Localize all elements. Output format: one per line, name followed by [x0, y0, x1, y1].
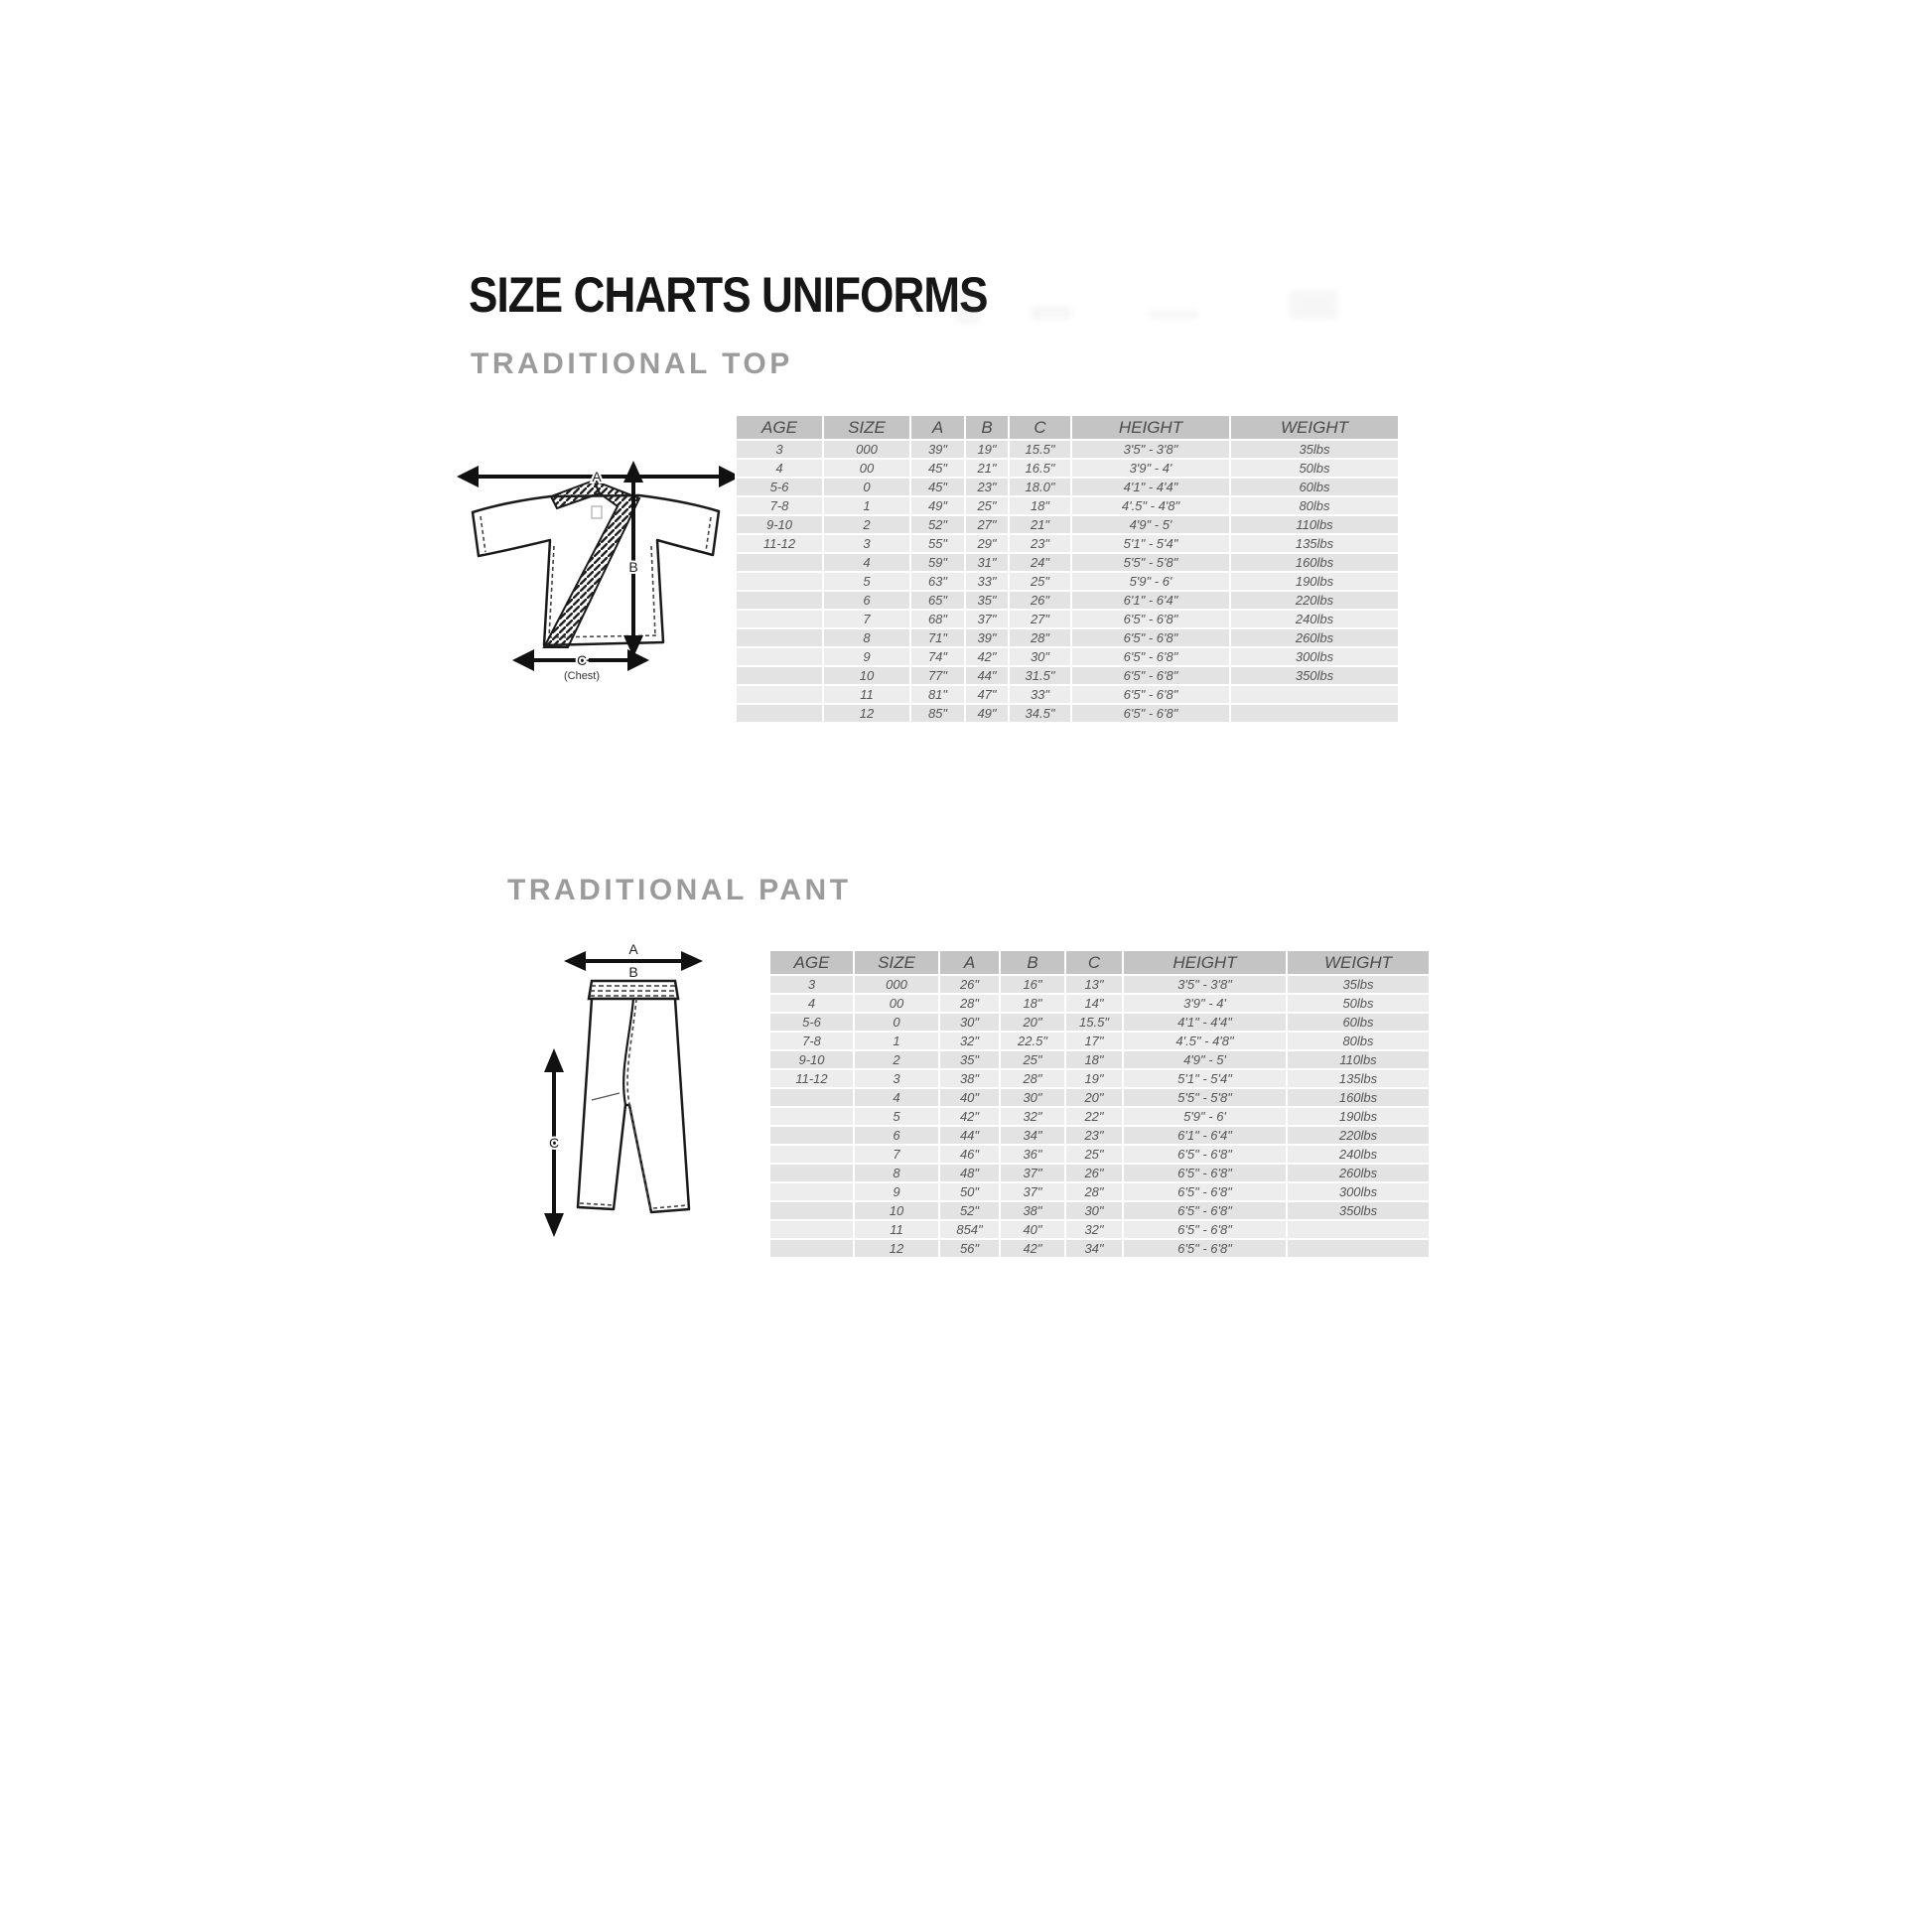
table-cell: [1288, 1240, 1429, 1257]
table-cell: 23": [1010, 535, 1070, 552]
table-cell: 56": [940, 1240, 999, 1257]
table-row: [770, 1014, 1429, 1031]
table-cell: 60lbs: [1231, 479, 1398, 495]
artifact-smudge: [1031, 306, 1072, 320]
table-cell: 52": [911, 516, 964, 533]
table-cell: 6'5" - 6'8": [1124, 1221, 1286, 1238]
table-cell: 3: [855, 1070, 938, 1087]
table-cell: 240lbs: [1231, 611, 1398, 627]
table-cell: 220lbs: [1288, 1127, 1429, 1144]
table-cell: 14": [1066, 995, 1122, 1012]
table-cell: 15.5": [1066, 1014, 1122, 1031]
table-cell: 2: [824, 516, 909, 533]
column-header: AGE: [770, 951, 853, 974]
table-cell: 33": [966, 573, 1008, 590]
table-cell: 6'5" - 6'8": [1124, 1165, 1286, 1181]
table-cell: 300lbs: [1231, 648, 1398, 665]
table-cell: 6'5" - 6'8": [1124, 1202, 1286, 1219]
table-cell: 48": [940, 1165, 999, 1181]
table-cell: 7-8: [737, 497, 822, 514]
table-cell: 0: [855, 1014, 938, 1031]
table-cell: [770, 1127, 853, 1144]
table-cell: 50lbs: [1231, 460, 1398, 477]
table-row: [737, 460, 1398, 477]
diagram-label-c: C: [548, 1135, 560, 1151]
column-header: A: [911, 416, 964, 439]
table-cell: 45": [911, 479, 964, 495]
table-cell: [770, 1108, 853, 1125]
table-cell: 9-10: [770, 1051, 853, 1068]
table-cell: 59": [911, 554, 964, 571]
table-cell: 35": [966, 592, 1008, 609]
table-cell: 38": [1001, 1202, 1064, 1219]
table-cell: 1: [855, 1033, 938, 1049]
table-cell: 5'9" - 6': [1072, 573, 1229, 590]
table-cell: 38": [940, 1070, 999, 1087]
column-header: B: [966, 416, 1008, 439]
column-header: SIZE: [855, 951, 938, 974]
table-cell: 000: [855, 976, 938, 993]
table-cell: 9: [855, 1183, 938, 1200]
table-cell: 60lbs: [1288, 1014, 1429, 1031]
column-header: WEIGHT: [1231, 416, 1398, 439]
table-row: [737, 611, 1398, 627]
table-cell: 5'1" - 5'4": [1124, 1070, 1286, 1087]
table-cell: 3: [824, 535, 909, 552]
table-cell: 26": [1066, 1165, 1122, 1181]
table-cell: 135lbs: [1288, 1070, 1429, 1087]
table-cell: 7: [824, 611, 909, 627]
column-header: SIZE: [824, 416, 909, 439]
table-cell: [737, 648, 822, 665]
column-header: HEIGHT: [1124, 951, 1286, 974]
table-cell: 2: [855, 1051, 938, 1068]
table-cell: 77": [911, 667, 964, 684]
table-cell: 6'5" - 6'8": [1072, 629, 1229, 646]
table-cell: 37": [1001, 1165, 1064, 1181]
section-heading-traditional-top: TRADITIONAL TOP: [471, 347, 793, 380]
page-title: SIZE CHARTS UNIFORMS: [469, 267, 988, 323]
table-cell: 80lbs: [1231, 497, 1398, 514]
table-cell: 6'5" - 6'8": [1072, 686, 1229, 703]
table-cell: 12: [824, 705, 909, 722]
table-row: [770, 1051, 1429, 1068]
table-cell: 6'1" - 6'4": [1072, 592, 1229, 609]
table-cell: [737, 611, 822, 627]
table-cell: 5-6: [770, 1014, 853, 1031]
table-cell: 42": [940, 1108, 999, 1125]
diagram-label-a: A: [592, 469, 602, 484]
table-cell: 15.5": [1010, 441, 1070, 458]
pant-measurement-diagram: [534, 941, 713, 1251]
table-cell: [770, 1089, 853, 1106]
table-cell: 854": [940, 1221, 999, 1238]
table-cell: 4: [770, 995, 853, 1012]
table-cell: 17": [1066, 1033, 1122, 1049]
table-cell: [737, 686, 822, 703]
table-cell: 6'5" - 6'8": [1124, 1146, 1286, 1163]
table-cell: 5'5" - 5'8": [1124, 1089, 1286, 1106]
table-cell: 10: [855, 1202, 938, 1219]
table-cell: 37": [1001, 1183, 1064, 1200]
table-row: [737, 667, 1398, 684]
table-cell: 110lbs: [1231, 516, 1398, 533]
table-cell: 6'1" - 6'4": [1124, 1127, 1286, 1144]
table-cell: 36": [1001, 1146, 1064, 1163]
table-cell: 22": [1066, 1108, 1122, 1125]
table-cell: [737, 629, 822, 646]
table-cell: 24": [1010, 554, 1070, 571]
table-cell: 45": [911, 460, 964, 477]
table-cell: 3'9" - 4': [1124, 995, 1286, 1012]
table-cell: 5'5" - 5'8": [1072, 554, 1229, 571]
artifact-smudge: [1289, 290, 1338, 320]
table-cell: 7: [855, 1146, 938, 1163]
table-cell: 68": [911, 611, 964, 627]
table-cell: 6: [855, 1127, 938, 1144]
table-cell: 4'9" - 5': [1072, 516, 1229, 533]
table-cell: 55": [911, 535, 964, 552]
table-cell: 30": [940, 1014, 999, 1031]
table-cell: 22.5": [1001, 1033, 1064, 1049]
table-cell: 6'5" - 6'8": [1072, 667, 1229, 684]
table-cell: 190lbs: [1231, 573, 1398, 590]
table-cell: 16.5": [1010, 460, 1070, 477]
table-cell: 9-10: [737, 516, 822, 533]
table-cell: 44": [940, 1127, 999, 1144]
table-cell: 00: [855, 995, 938, 1012]
section-heading-traditional-pant: TRADITIONAL PANT: [507, 874, 852, 906]
pant-legs-outline: [578, 999, 689, 1212]
table-cell: 9: [824, 648, 909, 665]
table-cell: 35lbs: [1231, 441, 1398, 458]
table-cell: 30": [1010, 648, 1070, 665]
table-cell: 40": [1001, 1221, 1064, 1238]
table-row: [770, 1033, 1429, 1049]
table-cell: [770, 1183, 853, 1200]
table-cell: 50lbs: [1288, 995, 1429, 1012]
table-cell: 18": [1066, 1051, 1122, 1068]
table-cell: 6'5" - 6'8": [1124, 1240, 1286, 1257]
table-cell: 34": [1066, 1240, 1122, 1257]
table-cell: 5: [824, 573, 909, 590]
table-cell: 4'1" - 4'4": [1072, 479, 1229, 495]
table-row: [737, 554, 1398, 571]
table-cell: 18": [1001, 995, 1064, 1012]
column-header: HEIGHT: [1072, 416, 1229, 439]
table-cell: 3: [737, 441, 822, 458]
table-cell: [737, 705, 822, 722]
table-cell: 19": [966, 441, 1008, 458]
table-cell: 44": [966, 667, 1008, 684]
table-cell: 4: [737, 460, 822, 477]
table-cell: 25": [1010, 573, 1070, 590]
table-cell: 27": [1010, 611, 1070, 627]
table-cell: 34.5": [1010, 705, 1070, 722]
table-cell: 300lbs: [1288, 1183, 1429, 1200]
table-cell: 21": [1010, 516, 1070, 533]
jacket-measurement-diagram: [455, 453, 743, 683]
table-cell: 13": [1066, 976, 1122, 993]
table-cell: 42": [966, 648, 1008, 665]
table-cell: 6'5" - 6'8": [1072, 611, 1229, 627]
table-cell: 4: [855, 1089, 938, 1106]
table-cell: 160lbs: [1231, 554, 1398, 571]
table-row: [770, 1108, 1429, 1125]
table-cell: 25": [1066, 1146, 1122, 1163]
table-row: [737, 686, 1398, 703]
table-cell: [770, 1221, 853, 1238]
table-cell: 5-6: [737, 479, 822, 495]
table-cell: 21": [966, 460, 1008, 477]
table-cell: 160lbs: [1288, 1089, 1429, 1106]
table-row: [737, 535, 1398, 552]
table-cell: 350lbs: [1288, 1202, 1429, 1219]
table-cell: 35lbs: [1288, 976, 1429, 993]
table-cell: 80lbs: [1288, 1033, 1429, 1049]
table-cell: 85": [911, 705, 964, 722]
table-cell: 4'.5" - 4'8": [1124, 1033, 1286, 1049]
table-cell: 63": [911, 573, 964, 590]
diagram-label-b: B: [628, 964, 638, 980]
table-cell: 35": [940, 1051, 999, 1068]
table-cell: 28": [940, 995, 999, 1012]
table-row: [770, 1127, 1429, 1144]
table-row: [770, 1183, 1429, 1200]
table-cell: 5'1" - 5'4": [1072, 535, 1229, 552]
table-header-row: [737, 416, 1398, 439]
column-header: WEIGHT: [1288, 951, 1429, 974]
artifact-smudge: [1148, 310, 1199, 319]
artifact-smudge: [955, 286, 981, 324]
table-cell: 350lbs: [1231, 667, 1398, 684]
table-cell: 25": [966, 497, 1008, 514]
table-cell: 11-12: [737, 535, 822, 552]
table-row: [737, 479, 1398, 495]
column-header: B: [1001, 951, 1064, 974]
column-header: C: [1010, 416, 1070, 439]
table-cell: 49": [911, 497, 964, 514]
table-cell: 1: [824, 497, 909, 514]
table-cell: 74": [911, 648, 964, 665]
table-cell: [770, 1240, 853, 1257]
table-cell: 27": [966, 516, 1008, 533]
table-cell: 110lbs: [1288, 1051, 1429, 1068]
table-cell: 6'5" - 6'8": [1124, 1183, 1286, 1200]
table-cell: 6'5" - 6'8": [1072, 648, 1229, 665]
table-cell: 135lbs: [1231, 535, 1398, 552]
table-cell: [770, 1202, 853, 1219]
table-cell: [1231, 686, 1398, 703]
table-cell: 20": [1066, 1089, 1122, 1106]
traditional-pant-size-table: [768, 949, 1431, 1259]
table-cell: 23": [1066, 1127, 1122, 1144]
table-cell: 71": [911, 629, 964, 646]
table-cell: 18": [1010, 497, 1070, 514]
table-cell: 30": [1001, 1089, 1064, 1106]
table-cell: 3'5" - 3'8": [1072, 441, 1229, 458]
traditional-top-size-table: [735, 414, 1400, 724]
table-cell: 23": [966, 479, 1008, 495]
table-cell: 260lbs: [1231, 629, 1398, 646]
table-cell: [1288, 1221, 1429, 1238]
diagram-label-chest: (Chest): [563, 670, 601, 682]
table-cell: 33": [1010, 686, 1070, 703]
table-row: [770, 1089, 1429, 1106]
table-cell: 12: [855, 1240, 938, 1257]
table-cell: 28": [1001, 1070, 1064, 1087]
table-cell: 8: [824, 629, 909, 646]
table-row: [770, 1070, 1429, 1087]
column-header: A: [940, 951, 999, 974]
table-cell: 7-8: [770, 1033, 853, 1049]
table-cell: 26": [1010, 592, 1070, 609]
table-row: [737, 648, 1398, 665]
table-cell: 81": [911, 686, 964, 703]
table-cell: 4'.5" - 4'8": [1072, 497, 1229, 514]
table-cell: 19": [1066, 1070, 1122, 1087]
table-cell: 16": [1001, 976, 1064, 993]
table-cell: [737, 667, 822, 684]
table-cell: 11: [855, 1221, 938, 1238]
table-row: [737, 497, 1398, 514]
table-cell: 11-12: [770, 1070, 853, 1087]
table-header-row: [770, 951, 1429, 974]
column-header: C: [1066, 951, 1122, 974]
table-cell: 00: [824, 460, 909, 477]
table-cell: 40": [940, 1089, 999, 1106]
table-cell: 29": [966, 535, 1008, 552]
table-row: [770, 1202, 1429, 1219]
table-cell: 32": [940, 1033, 999, 1049]
table-row: [737, 629, 1398, 646]
table-row: [770, 976, 1429, 993]
table-cell: 11: [824, 686, 909, 703]
table-cell: 10: [824, 667, 909, 684]
diagram-label-a: A: [628, 941, 638, 957]
table-cell: 20": [1001, 1014, 1064, 1031]
table-cell: [737, 554, 822, 571]
diagram-label-c: C: [576, 652, 588, 668]
table-row: [737, 592, 1398, 609]
table-cell: 8: [855, 1165, 938, 1181]
table-cell: 000: [824, 441, 909, 458]
table-cell: 31.5": [1010, 667, 1070, 684]
table-row: [737, 441, 1398, 458]
table-cell: 240lbs: [1288, 1146, 1429, 1163]
table-cell: 32": [1066, 1221, 1122, 1238]
table-row: [770, 1221, 1429, 1238]
table-cell: 47": [966, 686, 1008, 703]
table-cell: 34": [1001, 1127, 1064, 1144]
table-row: [770, 995, 1429, 1012]
table-cell: 5'9" - 6': [1124, 1108, 1286, 1125]
table-cell: 3'9" - 4': [1072, 460, 1229, 477]
table-cell: 50": [940, 1183, 999, 1200]
table-cell: [770, 1165, 853, 1181]
table-cell: 49": [966, 705, 1008, 722]
table-cell: 4'9" - 5': [1124, 1051, 1286, 1068]
table-cell: 260lbs: [1288, 1165, 1429, 1181]
table-cell: 39": [911, 441, 964, 458]
diagram-label-b: B: [628, 559, 638, 575]
table-cell: [737, 573, 822, 590]
table-cell: 18.0": [1010, 479, 1070, 495]
table-cell: 3'5" - 3'8": [1124, 976, 1286, 993]
table-cell: 5: [855, 1108, 938, 1125]
table-cell: 26": [940, 976, 999, 993]
table-row: [737, 516, 1398, 533]
table-cell: 6'5" - 6'8": [1072, 705, 1229, 722]
table-cell: 52": [940, 1202, 999, 1219]
table-cell: 190lbs: [1288, 1108, 1429, 1125]
table-cell: 0: [824, 479, 909, 495]
table-row: [737, 705, 1398, 722]
table-cell: 28": [1010, 629, 1070, 646]
table-cell: [1231, 705, 1398, 722]
column-header: AGE: [737, 416, 822, 439]
table-cell: 37": [966, 611, 1008, 627]
table-row: [737, 573, 1398, 590]
table-cell: 31": [966, 554, 1008, 571]
table-cell: 30": [1066, 1202, 1122, 1219]
table-cell: 25": [1001, 1051, 1064, 1068]
table-row: [770, 1165, 1429, 1181]
table-cell: 4'1" - 4'4": [1124, 1014, 1286, 1031]
table-cell: [770, 1146, 853, 1163]
table-cell: 6: [824, 592, 909, 609]
table-cell: 39": [966, 629, 1008, 646]
table-cell: 46": [940, 1146, 999, 1163]
table-row: [770, 1240, 1429, 1257]
table-row: [770, 1146, 1429, 1163]
table-cell: 28": [1066, 1183, 1122, 1200]
table-cell: 65": [911, 592, 964, 609]
table-cell: [737, 592, 822, 609]
table-cell: 220lbs: [1231, 592, 1398, 609]
table-cell: 32": [1001, 1108, 1064, 1125]
table-cell: 3: [770, 976, 853, 993]
table-cell: 4: [824, 554, 909, 571]
table-cell: 42": [1001, 1240, 1064, 1257]
